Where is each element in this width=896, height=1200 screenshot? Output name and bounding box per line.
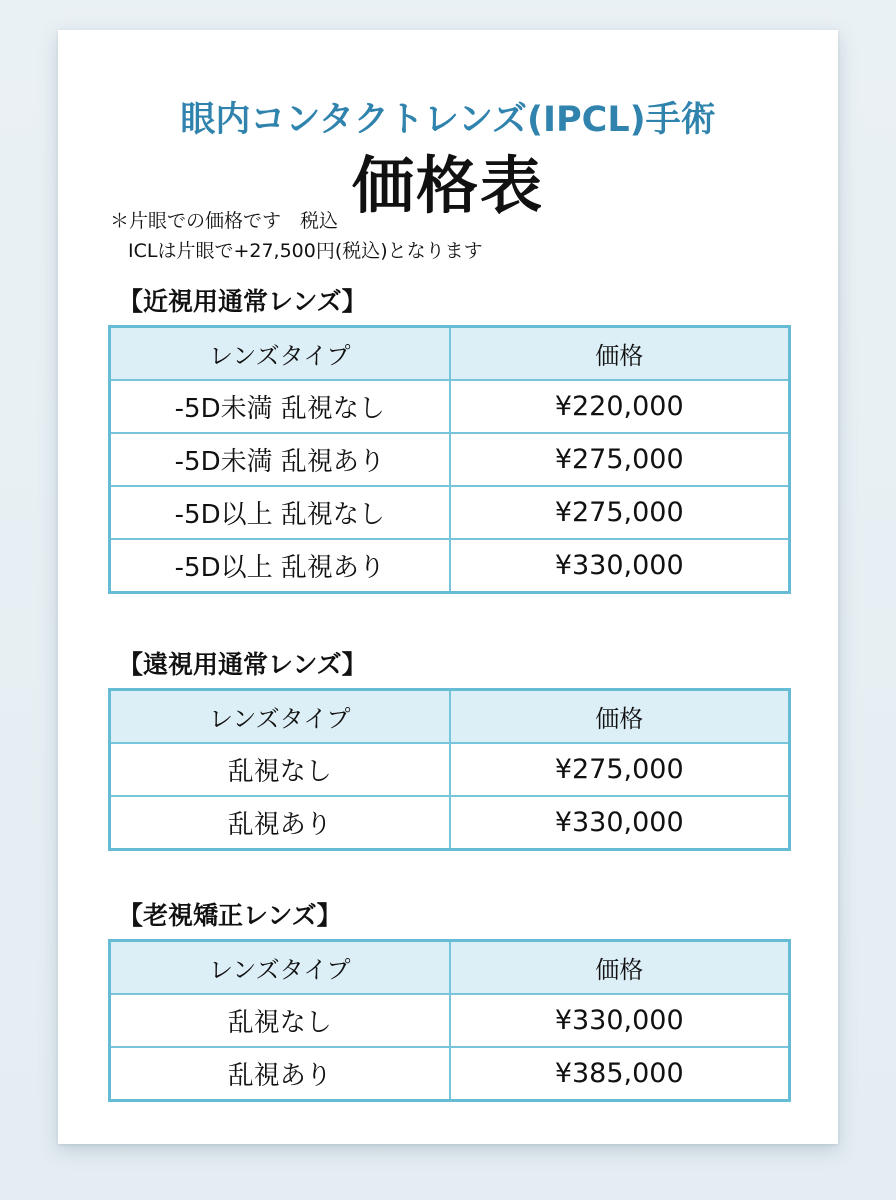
column-header-lens-type: レンズタイプ [110, 941, 450, 995]
lens-type-cell: -5D未満 乱視あり [110, 433, 450, 486]
table-row [110, 433, 790, 486]
price-cell: ¥220,000 [450, 380, 790, 433]
column-header-price: 価格 [450, 690, 790, 744]
table-header-row [110, 941, 790, 995]
note-icl-surcharge: ICLは片眼で+27,500円(税込)となります [128, 240, 483, 262]
price-cell: ¥330,000 [450, 539, 790, 593]
table-row [110, 743, 790, 796]
table-header-row [110, 327, 790, 381]
table-row [110, 796, 790, 850]
price-cell: ¥275,000 [450, 433, 790, 486]
price-cell: ¥330,000 [450, 994, 790, 1047]
price-sheet [58, 30, 838, 1144]
table-row [110, 539, 790, 593]
section-title-myopia: 【近視用通常レンズ】 [118, 287, 367, 316]
price-table-presbyopia [108, 939, 791, 1102]
column-header-lens-type: レンズタイプ [110, 690, 450, 744]
price-cell: ¥385,000 [450, 1047, 790, 1101]
column-header-price: 価格 [450, 327, 790, 381]
lens-type-cell: 乱視あり [110, 1047, 450, 1101]
column-header-lens-type: レンズタイプ [110, 327, 450, 381]
lens-type-cell: -5D以上 乱視なし [110, 486, 450, 539]
table-row [110, 994, 790, 1047]
table-row [110, 1047, 790, 1101]
page-subtitle: 眼内コンタクトレンズ(IPCL)手術 [180, 100, 716, 140]
lens-type-cell: -5D以上 乱視あり [110, 539, 450, 593]
price-cell: ¥275,000 [450, 743, 790, 796]
lens-type-cell: 乱視なし [110, 743, 450, 796]
note-per-eye-tax: ＊片眼での価格です 税込 [110, 210, 339, 232]
table-header-row [110, 690, 790, 744]
lens-type-cell: -5D未満 乱視なし [110, 380, 450, 433]
price-cell: ¥330,000 [450, 796, 790, 850]
table-row [110, 486, 790, 539]
page-title: 価格表 [351, 149, 544, 222]
lens-type-cell: 乱視あり [110, 796, 450, 850]
section-title-presbyopia: 【老視矯正レンズ】 [118, 901, 342, 930]
lens-type-cell: 乱視なし [110, 994, 450, 1047]
price-cell: ¥275,000 [450, 486, 790, 539]
section-title-hyperopia: 【遠視用通常レンズ】 [118, 650, 367, 679]
table-row [110, 380, 790, 433]
price-table-hyperopia [108, 688, 791, 851]
column-header-price: 価格 [450, 941, 790, 995]
price-table-myopia [108, 325, 791, 594]
